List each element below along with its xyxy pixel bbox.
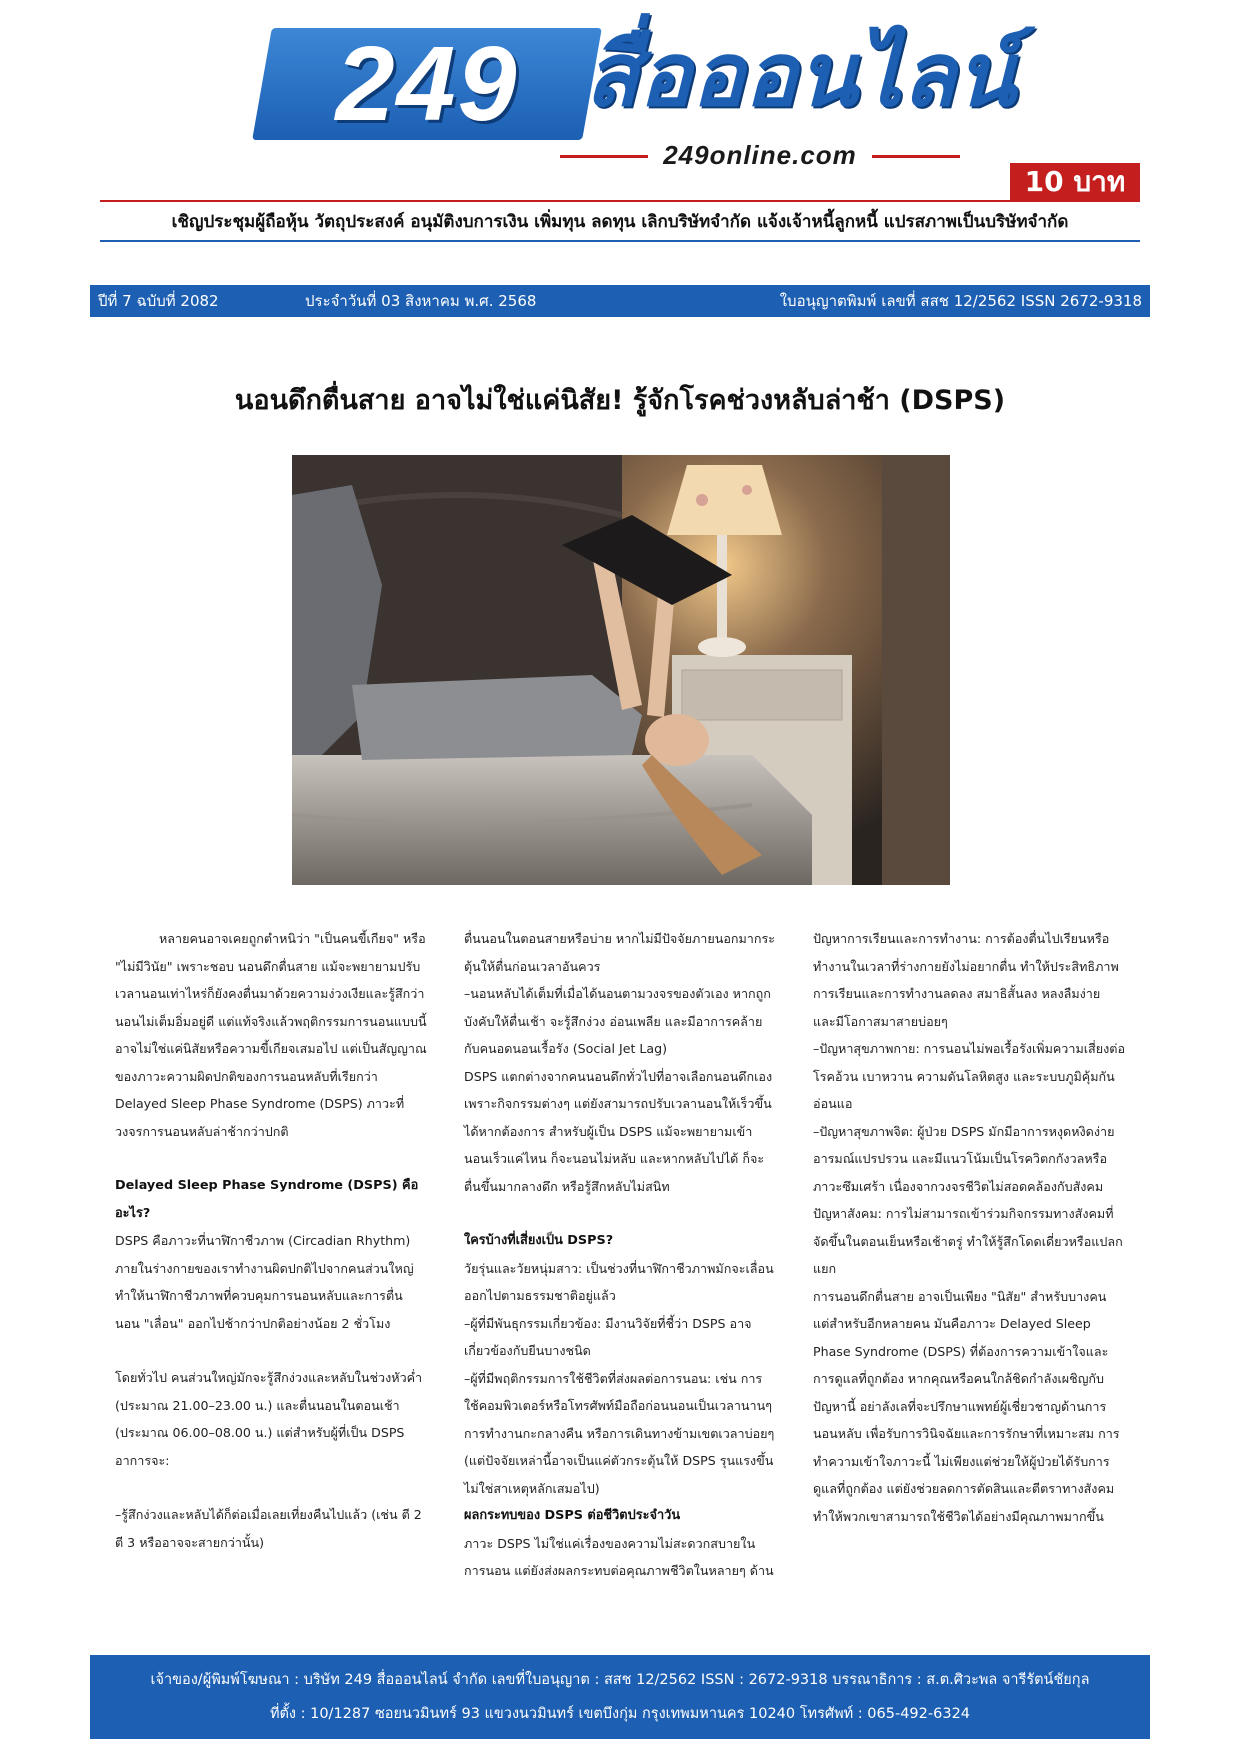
print-license: ใบอนุญาตพิมพ์ เลขที่ สสช 12/2562 ISSN 2672-9318 [779,292,1142,310]
paragraph: การนอนดึกตื่นสาย อาจเป็นเพียง "นิสัย" สำหรับบางคน แต่สำหรับอีกหลายคน มันคือภาวะ Delayed Sleep Phase Syndrome (DSPS) ที่ต้องการความเข้าใจและการดูแลที่ถูกต้อง หากคุณหรือคนใกล้ชิดกำลังเผชิญกับปัญหานี้ อย่าลังเลที่จะปรึกษาแพทย์ผู้เชี่ยวชาญด้านการนอนหลับ เพื่อรับการวินิจฉัยและการรักษาที่เหมาะสม การทำความเข้าใจภาวะนี้ ไม่เพียงแต่ช่วยให้ผู้ป่วยได้รับการดูแลที่ถูกต้อง แต่ยังช่วยลดการตัดสินและตีตราทางสังคม ทำให้พวกเขาสามารถใช้ชีวิตได้อย่างมีคุณภาพมากขึ้น [813,1288,1120,1524]
paragraph: โดยทั่วไป คนส่วนใหญ่มักจะรู้สึกง่วงและหลับในช่วงหัวค่ำ (ประมาณ 21.00–23.00 น.) และตื่นนอนในตอนเช้า (ประมาณ 06.00–08.00 น.) แต่สำหรับผู้ที่เป็น DSPS อาการจะ: [115,1370,423,1468]
logo-rule-left [560,155,648,158]
divider-blue [100,240,1140,242]
article-column-1 [115,925,427,1615]
paragraph: –ปัญหาสุขภาพกาย: การนอนไม่พอเรื้อรังเพิ่มความเสี่ยงต่อโรคอ้วน เบาหวาน ความดันโลหิตสูง และระบบภูมิคุ้มกันอ่อนแอ [813,1041,1126,1111]
issue-number: ปีที่ 7 ฉบับที่ 2082 [98,292,219,310]
masthead [0,0,1240,232]
logo-text: สื่อออนไลน์ [585,23,1016,126]
issue-bar [90,285,1150,317]
article-column-2 [464,925,776,1615]
paragraph: ตื่นนอนในตอนสายหรือบ่าย หากไม่มีปัจจัยภายนอกมากระตุ้นให้ตื่นก่อนเวลาอันควร [464,931,776,974]
section-heading: ใครบ้างที่เสี่ยงเป็น DSPS? [464,1233,614,1248]
article-photo [292,455,950,885]
paragraph: –นอนหลับได้เต็มที่เมื่อได้นอนตามวงจรของตัวเอง หากถูกบังคับให้ตื่นเช้า จะรู้สึกง่วง อ่อนเพลีย และมีอาการคล้ายกับคนอดนอนเรื้อรัง (Social Jet Lag) [464,986,771,1056]
bedroom-reading-illustration [292,455,950,885]
section-heading: ผลกระทบของ DSPS ต่อชีวิตประจำวัน [464,1508,681,1523]
paragraph: –ผู้ที่มีพฤติกรรมการใช้ชีวิตที่ส่งผลต่อการนอน: เช่น การใช้คอมพิวเตอร์หรือโทรศัพท์มือถือก่อนนอนเป็นเวลานานๆ การทำงานกะกลางคืน หรือการเดินทางข้ามเขตเวลาบ่อยๆ (แต่ปัจจัยเหล่านี้อาจเป็นแค่ตัวกระตุ้นให้ DSPS รุนแรงขึ้น ไม่ใช่สาเหตุหลักเสมอไป) [464,1370,775,1496]
paragraph: ภาวะ DSPS ไม่ใช่แค่เรื่องของความไม่สะดวกสบายในการนอน แต่ยังส่งผลกระทบต่อคุณภาพชีวิตในหลายๆ ด้าน [464,1535,774,1578]
article-column-3 [813,925,1125,1615]
article-columns [115,925,1125,1615]
website-label: 249online.com [663,140,857,170]
paragraph: ปัญหาการเรียนและการทำงาน: การต้องตื่นไปเรียนหรือทำงานในเวลาที่ร่างกายยังไม่อยากตื่น ทำให้ประสิทธิภาพการเรียนและการทำงานลดลง สมาธิสั้นลง หลงลืมง่าย และมีโอกาสมาสายบ่อยๆ [813,931,1119,1029]
paragraph: –ปัญหาสุขภาพจิต: ผู้ป่วย DSPS มักมีอาการหงุดหงิดง่าย อารมณ์แปรปรวน และมีแนวโน้มเป็นโรควิตกกังวลหรือภาวะซึมเศร้า เนื่องจากวงจรชีวิตไม่สอดคล้องกับสังคม [813,1123,1115,1194]
paragraph: DSPS คือภาวะที่นาฬิกาชีวภาพ (Circadian Rhythm) ภายในร่างกายของเราทำงานผิดปกติไปจากคนส่วนใหญ่ ทำให้นาฬิกาชีวภาพที่ควบคุมการนอนหลับและการตื่นนอน "เลื่อน" ออกไปช้ากว่าปกติอย่างน้อย 2 ชั่วโมง [115,1233,414,1331]
paragraph: ปัญหาสังคม: การไม่สามารถเข้าร่วมกิจกรรมทางสังคมที่จัดขึ้นในตอนเย็นหรือเช้าตรู่ ทำให้รู้สึกโดดเดี่ยวหรือแปลกแยก [813,1206,1123,1276]
paragraph: DSPS แตกต่างจากคนนอนดึกทั่วไปที่อาจเลือกนอนดึกเองเพราะกิจกรรมต่างๆ แต่ยังสามารถปรับเวลานอนให้เร็วขึ้นได้หากต้องการ สำหรับผู้เป็น DSPS แม้จะพยายามเข้านอนเร็วแค่ไหน ก็จะนอนไม่หลับ และหากหลับไปได้ ก็จะตื่นขึ้นมากลางดึก หรือรู้สึกหลับไม่สนิท [464,1068,773,1194]
issue-date: ประจำวันที่ 03 สิงหาคม พ.ศ. 2568 [305,292,537,310]
logo-number: 249 [335,25,519,143]
paragraph: วัยรุ่นและวัยหนุ่มสาว: เป็นช่วงที่นาฬิกาชีวภาพมักจะเลื่อนออกไปตามธรรมชาติอยู่แล้ว [464,1260,774,1303]
publisher-footer [90,1655,1150,1739]
paragraph: หลายคนอาจเคยถูกตำหนิว่า "เป็นคนขี้เกียจ" หรือ "ไม่มีวินัย" เพราะชอบ นอนดึกตื่นสาย แม้จะพยายามปรับเวลานอนเท่าไหร่ก็ยังคงตื่นมาด้วยความง่วงเงียและรู้สึกว่านอนไม่เต็มอิ่มอยู่ดี แต่แท้จริงแล้วพฤติกรรมการนอนแบบนี้ อาจไม่ใช่แค่นิสัยหรือความขี้เกียจเสมอไป แต่เป็นสัญญาณของภาวะความผิดปกติของการนอนหลับที่เรียกว่า Delayed Sleep Phase Syndrome (DSPS) ภาวะที่วงจรการนอนหลับล่าช้ากว่าปกติ [115,931,427,1139]
paragraph: –ผู้ที่มีพันธุกรรมเกี่ยวข้อง: มีงานวิจัยที่ชี้ว่า DSPS อาจเกี่ยวข้องกับยีนบางชนิด [464,1315,752,1358]
logo-rule-right [872,155,960,158]
tagline: เชิญประชุมผู้ถือหุ้น วัตถุประสงค์ อนุมัติงบการเงิน เพิ่มทุน ลดทุน เลิกบริษัทจำกัด แจ้งเจ้าหนี้ลูกหนี้ แปรสภาพเป็นบริษัทจำกัด [171,212,1069,232]
price-badge: 10 บาท [1010,163,1140,201]
logo-number-badge [252,25,602,143]
article-headline: นอนดึกตื่นสาย อาจไม่ใช่แค่นิสัย! รู้จักโรคช่วงหลับล่าช้า (DSPS) [234,385,1006,416]
paragraph: –รู้สึกง่วงและหลับได้ก็ต่อเมื่อเลยเที่ยงคืนไปแล้ว (เช่น ตี 2 ตี 3 หรืออาจจะสายกว่านั้น) [115,1507,422,1550]
footer-publisher-line: เจ้าของ/ผู้พิมพ์โฆษณา : บริษัท 249 สื่อออนไลน์ จำกัด เลขที่ใบอนุญาต : สสช 12/2562 ISSN : 2672-9318 บรรณาธิการ : ส.ต.ศิวะพล จารีรัตน์ชัยกุล [150,1672,1090,1688]
section-heading: Delayed Sleep Phase Syndrome (DSPS) คืออะไร? [115,1178,419,1221]
divider-red [100,200,1140,202]
footer-address-line: ที่ตั้ง : 10/1287 ซอยนวมินทร์ 93 แขวงนวมินทร์ เขตบึงกุ่ม กรุงเทพมหานคร 10240 โทรศัพท์ : 065-492-6324 [269,1706,971,1722]
